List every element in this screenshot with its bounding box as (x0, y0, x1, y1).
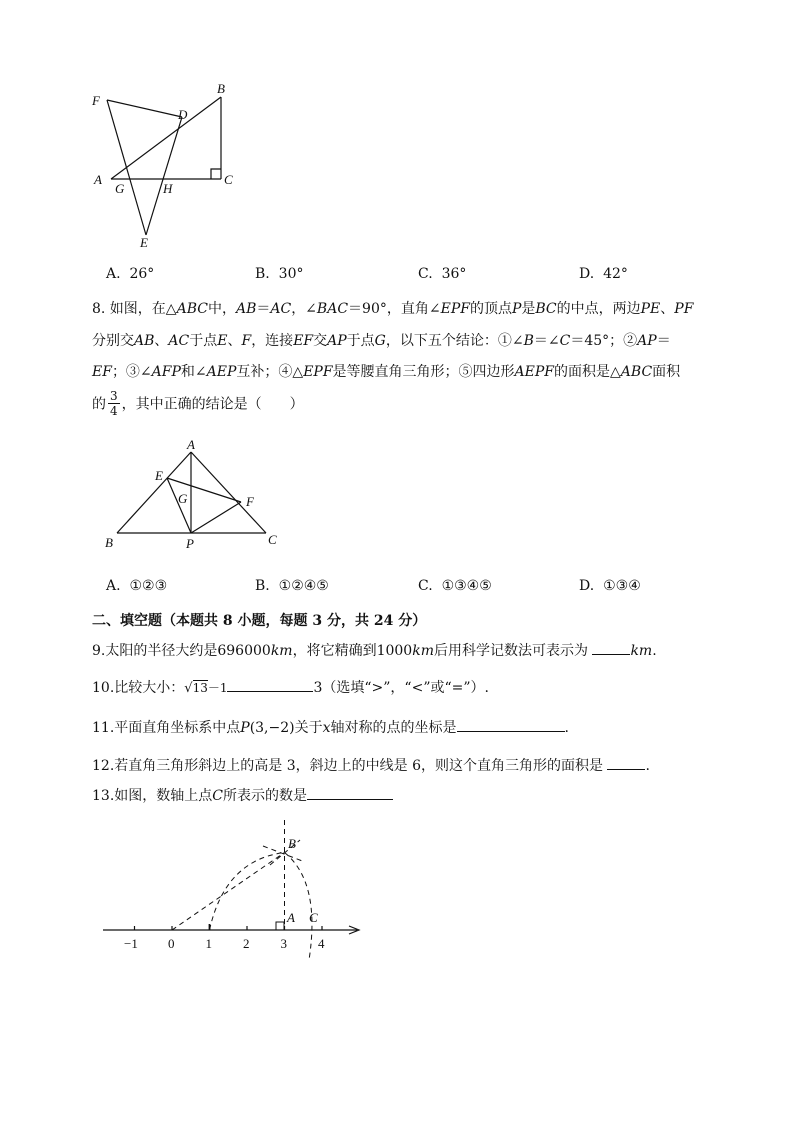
q13-tick-label: 0 (168, 936, 175, 951)
q7-label-C: C (224, 172, 233, 187)
q8-option-a-text: ①②③ (129, 578, 168, 594)
section-2-title: 二、填空题（本题共 8 小题，每题 3 分，共 24 分） (92, 613, 427, 629)
q7-option-b-letter: B. (255, 266, 270, 282)
q8-line-2 (92, 330, 671, 350)
q8-text: ＝45°；② (570, 333, 638, 349)
q8-text: ，其中正确的结论是（ ） (121, 396, 304, 413)
q8-text: ＝ (256, 301, 271, 317)
q7-option-c[interactable] (418, 266, 466, 282)
q8-text: AP (637, 333, 657, 349)
q13-segment-OB (172, 853, 285, 931)
q8-text: E (217, 333, 228, 349)
q8-option-b[interactable] (255, 578, 329, 594)
q8-text: 、 (154, 333, 169, 349)
q7-segment-AB (111, 97, 221, 179)
q13-label-A: A (287, 910, 295, 925)
q13-label-C: C (309, 910, 318, 925)
q8-segment-AC (191, 452, 266, 533)
q8-text: 于点 (346, 333, 375, 349)
q8-label-C: C (268, 532, 277, 547)
q13-figure (95, 820, 375, 965)
q8-option-a-letter: A. (106, 578, 121, 594)
q9-text: . (652, 643, 657, 659)
q12-text: . (645, 758, 650, 774)
q9-unit: km (270, 643, 293, 659)
q13-tick-label: 1 (205, 936, 212, 951)
q8-fraction-numerator: 3 (110, 389, 118, 403)
q8-text: AB (235, 301, 257, 317)
q13-answer-blank[interactable] (307, 785, 393, 800)
q10-sqrt: √13 (184, 681, 208, 696)
q9-unit: km (412, 643, 434, 659)
q7-label-B: B (217, 81, 225, 96)
q8-text: AEPF (514, 364, 555, 380)
q11-text: . (564, 720, 569, 736)
q8-text: AP (327, 333, 347, 349)
q9-line (92, 640, 657, 660)
q13-arc-from-1 (210, 853, 285, 931)
q7-option-a-letter: A. (106, 266, 121, 282)
q8-text: P (511, 301, 522, 317)
q8-text: 是等腰直角三角形；⑤四边形 (332, 364, 515, 380)
q8-option-c[interactable] (418, 578, 492, 594)
q10-text: －1 (207, 681, 228, 695)
q11-axis: x (322, 720, 331, 736)
q8-text: EF (92, 364, 112, 380)
q8-text: ＝90°，直角∠ (348, 301, 441, 317)
q8-text: ABC (176, 301, 208, 317)
q8-label-G: G (178, 491, 188, 506)
q10-radicand: 13 (192, 681, 208, 695)
q8-text: AC (270, 301, 292, 317)
q8-option-d-text: ①③④ (603, 578, 641, 594)
q8-text: 交 (313, 333, 328, 349)
q7-label-H: H (163, 181, 173, 196)
q8-text: 于点 (189, 333, 218, 349)
q8-text: 面积 (652, 364, 681, 380)
q8-label-A: A (187, 437, 195, 452)
q8-text: EPF (440, 301, 470, 317)
q8-option-d-letter: D. (579, 578, 595, 594)
q8-text: EPF (303, 364, 333, 380)
q7-right-angle-mark (211, 169, 221, 179)
q8-text: ，∠ (291, 301, 317, 317)
q8-text: B (523, 333, 534, 349)
q8-option-c-letter: C. (418, 578, 433, 594)
q8-text: 的顶点 (469, 301, 512, 317)
q8-text: ＝ (656, 333, 671, 349)
q8-text: PE (640, 301, 661, 317)
q13-text: 13.如图，数轴上点 (92, 788, 213, 804)
q8-line-1 (92, 298, 693, 318)
q7-option-d-text: 42° (603, 266, 628, 282)
q8-text: ＝∠ (533, 333, 560, 349)
q13-point: C (212, 788, 223, 804)
q12-line (92, 755, 650, 775)
q8-label-B: B (105, 535, 113, 550)
q8-line-4 (92, 389, 304, 418)
q13-tick-label: 3 (280, 936, 287, 951)
q8-text: AC (168, 333, 190, 349)
q12-text: 12.若直角三角形斜边上的高是 3，斜边上的中线是 6，则这个直角三角形的面积是 (92, 758, 603, 774)
q13-tick-label: 4 (318, 936, 325, 951)
q8-text: ，连接 (251, 333, 294, 349)
q8-option-b-text: ①②④⑤ (278, 578, 329, 594)
q8-text: BC (535, 301, 557, 317)
q11-answer-blank[interactable] (457, 717, 565, 732)
q10-text: 3（选填“>”，“<”或“=”）. (313, 680, 489, 696)
q8-text: BAC (316, 301, 349, 317)
q11-text: 轴对称的点的坐标是 (330, 720, 457, 736)
q12-answer-blank[interactable] (607, 755, 645, 770)
q8-option-a[interactable] (106, 578, 167, 594)
q8-text: 是 (521, 301, 536, 317)
q8-text: EF (293, 333, 314, 349)
q8-text: 互补；④△ (236, 364, 304, 380)
q8-text: G (374, 333, 386, 349)
q13-right-angle-mark (276, 922, 284, 930)
q8-text: AFP (151, 364, 181, 380)
q7-option-a-text: 26° (129, 266, 155, 282)
q7-segment-FD (107, 100, 182, 117)
q7-label-D: D (178, 107, 188, 122)
q7-option-d[interactable] (579, 266, 628, 282)
q8-text: 的中点，两边 (556, 301, 641, 317)
q7-option-a[interactable] (106, 266, 154, 282)
q9-text: 后用科学记数法可表示为 (433, 643, 588, 659)
q8-text: C (559, 333, 571, 349)
q9-text: 9.太阳的半径大约是696000 (92, 643, 271, 659)
q13-label-B: B (288, 836, 296, 851)
q8-text: ，以下五个结论：①∠ (385, 333, 524, 349)
q7-label-E: E (140, 235, 148, 250)
q8-text: 、 (227, 333, 242, 349)
q8-line-3 (92, 361, 680, 381)
q8-label-E: E (155, 468, 163, 483)
q7-label-A: A (94, 172, 102, 187)
q7-segment-DE (146, 117, 182, 235)
q13-tick-label: −1 (124, 936, 138, 951)
q7-option-d-letter: D. (579, 266, 595, 282)
q8-text: 中， (207, 301, 236, 317)
q11-point: P (240, 720, 250, 736)
q8-text: 、 (660, 301, 675, 317)
q7-label-G: G (115, 181, 125, 196)
q7-option-b-text: 30° (278, 266, 304, 282)
q7-option-b[interactable] (255, 266, 303, 282)
q9-text: ，将它精确到1000 (292, 643, 413, 659)
q7-figure (80, 75, 250, 255)
q11-line (92, 717, 569, 737)
q13-text: 所表示的数是 (222, 788, 307, 804)
q11-coords: (3,−2) (249, 720, 295, 736)
q13-tick-label: 2 (243, 936, 250, 951)
q9-unit: km (630, 643, 653, 659)
q10-line (92, 677, 489, 697)
q8-text: 8. 如图，在△ (92, 301, 177, 317)
q11-text: 11.平面直角坐标系中点 (92, 720, 241, 736)
q11-text: 关于 (294, 720, 323, 736)
q8-text: AB (134, 333, 155, 349)
q13-arc-to-C (285, 853, 312, 961)
q7-option-c-letter: C. (418, 266, 433, 282)
q8-text: AEP (206, 364, 237, 380)
q8-option-c-text: ①③④⑤ (441, 578, 492, 594)
q8-fraction (108, 389, 120, 418)
q7-label-F: F (92, 93, 100, 108)
q8-fraction-denominator: 4 (110, 404, 118, 418)
q13-line (92, 785, 393, 805)
q8-text: 的面积是△ (554, 364, 621, 380)
q8-figure (100, 437, 290, 555)
q8-option-b-letter: B. (255, 578, 270, 594)
q8-text: ABC (620, 364, 653, 380)
q8-label-F: F (246, 494, 254, 509)
q7-option-c-text: 36° (441, 266, 467, 282)
q8-segment-PF (191, 502, 241, 533)
q8-text: 的 (92, 396, 106, 413)
q9-answer-blank[interactable] (592, 640, 630, 655)
q8-option-d[interactable] (579, 578, 641, 594)
q8-text: 和∠ (180, 364, 207, 380)
q10-text: 10.比较大小： (92, 680, 185, 696)
q8-text: PF (674, 301, 694, 317)
q10-answer-blank[interactable] (227, 677, 313, 692)
q8-text: 分别交 (92, 333, 134, 349)
q8-text: F (241, 333, 252, 349)
q8-text: ；③∠ (111, 364, 152, 380)
q8-label-P: P (186, 536, 194, 551)
